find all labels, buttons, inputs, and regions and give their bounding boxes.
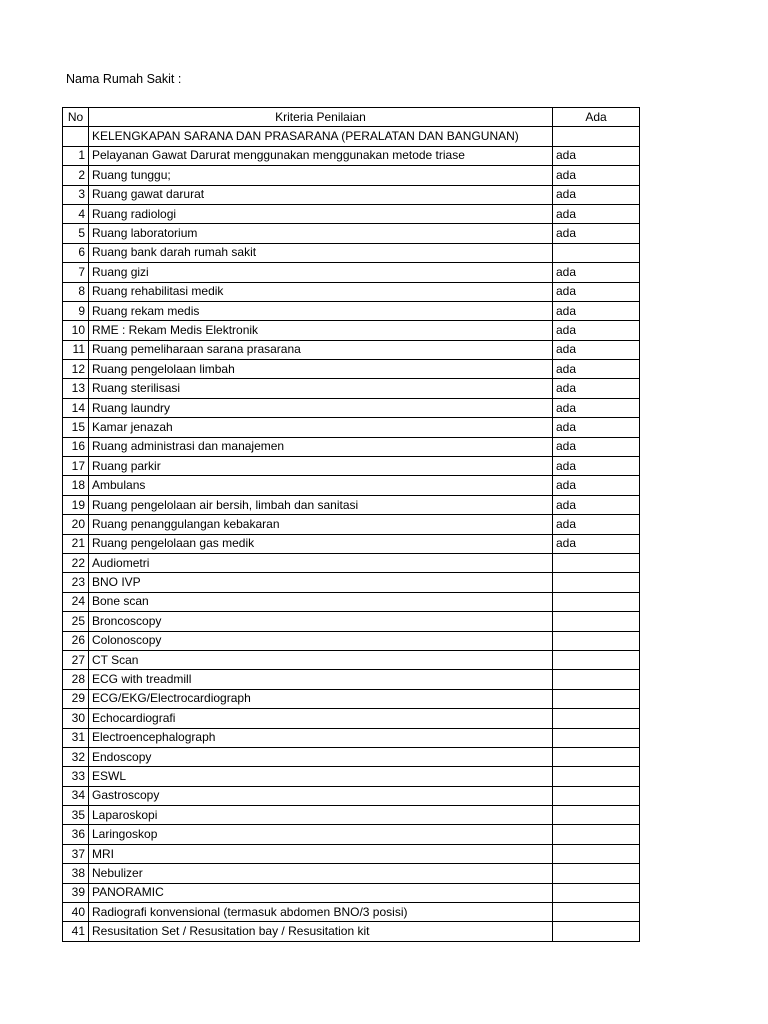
- row-number: 23: [63, 573, 89, 592]
- table-row: [63, 495, 640, 514]
- table-row: [63, 786, 640, 805]
- row-criteria: Ruang sterilisasi: [89, 379, 553, 398]
- row-number: 31: [63, 728, 89, 747]
- table-row: [63, 437, 640, 456]
- table-row: [63, 146, 640, 165]
- row-ada-status: [553, 767, 640, 786]
- table-row: [63, 204, 640, 223]
- row-number: 15: [63, 418, 89, 437]
- row-criteria: Ruang pemeliharaan sarana prasarana: [89, 340, 553, 359]
- table-row: [63, 224, 640, 243]
- row-ada-status: [553, 728, 640, 747]
- row-criteria: Ruang pengelolaan gas medik: [89, 534, 553, 553]
- table-row: [63, 282, 640, 301]
- table-row: [63, 689, 640, 708]
- section-title: KELENGKAPAN SARANA DAN PRASARANA (PERALATAN DAN BANGUNAN): [89, 127, 553, 146]
- row-criteria: RME : Rekam Medis Elektronik: [89, 321, 553, 340]
- table-row: [63, 476, 640, 495]
- row-criteria: Radiografi konvensional (termasuk abdomen BNO/3 posisi): [89, 903, 553, 922]
- row-ada-status: ada: [553, 495, 640, 514]
- row-ada-status: [553, 883, 640, 902]
- row-criteria: Ruang bank darah rumah sakit: [89, 243, 553, 262]
- row-number: 17: [63, 457, 89, 476]
- row-criteria: Ruang gawat darurat: [89, 185, 553, 204]
- row-ada-status: ada: [553, 224, 640, 243]
- row-ada-status: [553, 825, 640, 844]
- table-row: [63, 728, 640, 747]
- row-ada-status: [553, 592, 640, 611]
- row-number: 11: [63, 340, 89, 359]
- row-criteria: Ruang penanggulangan kebakaran: [89, 515, 553, 534]
- row-number: 1: [63, 146, 89, 165]
- section-title-row: [63, 127, 640, 146]
- row-number: 9: [63, 301, 89, 320]
- row-criteria: Ruang radiologi: [89, 204, 553, 223]
- row-ada-status: [553, 670, 640, 689]
- table-row: [63, 825, 640, 844]
- section-ada-cell: [553, 127, 640, 146]
- row-number: 14: [63, 398, 89, 417]
- table-row: [63, 379, 640, 398]
- row-ada-status: ada: [553, 515, 640, 534]
- row-number: 8: [63, 282, 89, 301]
- row-ada-status: ada: [553, 321, 640, 340]
- header-no: No: [63, 108, 89, 127]
- table-row: [63, 864, 640, 883]
- row-number: 28: [63, 670, 89, 689]
- row-criteria: Echocardiografi: [89, 709, 553, 728]
- table-row: [63, 844, 640, 863]
- row-ada-status: [553, 709, 640, 728]
- row-criteria: Laringoskop: [89, 825, 553, 844]
- row-criteria: MRI: [89, 844, 553, 863]
- table-row: [63, 185, 640, 204]
- row-number: 12: [63, 360, 89, 379]
- row-number: 27: [63, 650, 89, 669]
- row-number: 18: [63, 476, 89, 495]
- table-row: [63, 631, 640, 650]
- table-row: [63, 573, 640, 592]
- section-no-cell: [63, 127, 89, 146]
- table-row: [63, 922, 640, 941]
- row-number: 29: [63, 689, 89, 708]
- row-ada-status: ada: [553, 379, 640, 398]
- row-number: 7: [63, 263, 89, 282]
- row-number: 36: [63, 825, 89, 844]
- row-criteria: Kamar jenazah: [89, 418, 553, 437]
- row-ada-status: [553, 864, 640, 883]
- row-criteria: Ruang administrasi dan manajemen: [89, 437, 553, 456]
- row-ada-status: [553, 573, 640, 592]
- table-row: [63, 709, 640, 728]
- table-row: [63, 650, 640, 669]
- row-number: 26: [63, 631, 89, 650]
- row-number: 34: [63, 786, 89, 805]
- table-row: [63, 515, 640, 534]
- row-ada-status: ada: [553, 418, 640, 437]
- table-row: [63, 670, 640, 689]
- table-row: [63, 747, 640, 766]
- row-criteria: Ruang pengelolaan air bersih, limbah dan sanitasi: [89, 495, 553, 514]
- row-ada-status: [553, 650, 640, 669]
- table-row: [63, 263, 640, 282]
- row-number: 21: [63, 534, 89, 553]
- row-number: 30: [63, 709, 89, 728]
- row-criteria: Electroencephalograph: [89, 728, 553, 747]
- header-ada: Ada: [553, 108, 640, 127]
- row-criteria: Ruang gizi: [89, 263, 553, 282]
- row-criteria: Pelayanan Gawat Darurat menggunakan menggunakan metode triase: [89, 146, 553, 165]
- table-row: [63, 166, 640, 185]
- row-ada-status: [553, 786, 640, 805]
- row-ada-status: ada: [553, 340, 640, 359]
- row-number: 37: [63, 844, 89, 863]
- table-row: [63, 243, 640, 262]
- row-number: 33: [63, 767, 89, 786]
- row-ada-status: ada: [553, 185, 640, 204]
- row-criteria: BNO IVP: [89, 573, 553, 592]
- row-number: 6: [63, 243, 89, 262]
- table-row: [63, 767, 640, 786]
- row-ada-status: [553, 631, 640, 650]
- table-row: [63, 340, 640, 359]
- row-criteria: Ruang tunggu;: [89, 166, 553, 185]
- row-criteria: Broncoscopy: [89, 612, 553, 631]
- row-number: 41: [63, 922, 89, 941]
- row-ada-status: [553, 689, 640, 708]
- row-criteria: Ruang rehabilitasi medik: [89, 282, 553, 301]
- row-ada-status: [553, 747, 640, 766]
- row-criteria: ECG/EKG/Electrocardiograph: [89, 689, 553, 708]
- row-criteria: Nebulizer: [89, 864, 553, 883]
- row-criteria: Bone scan: [89, 592, 553, 611]
- table-row: [63, 301, 640, 320]
- row-ada-status: ada: [553, 476, 640, 495]
- row-ada-status: [553, 903, 640, 922]
- row-criteria: ESWL: [89, 767, 553, 786]
- row-criteria: Resusitation Set / Resusitation bay / Resusitation kit: [89, 922, 553, 941]
- criteria-table: [62, 107, 640, 942]
- row-number: 13: [63, 379, 89, 398]
- row-ada-status: ada: [553, 437, 640, 456]
- row-criteria: Audiometri: [89, 553, 553, 572]
- row-criteria: Ruang parkir: [89, 457, 553, 476]
- row-number: 35: [63, 806, 89, 825]
- row-criteria: ECG with treadmill: [89, 670, 553, 689]
- table-row: [63, 398, 640, 417]
- row-ada-status: ada: [553, 166, 640, 185]
- table-row: [63, 457, 640, 476]
- table-row: [63, 534, 640, 553]
- row-number: 25: [63, 612, 89, 631]
- row-ada-status: [553, 806, 640, 825]
- row-number: 2: [63, 166, 89, 185]
- row-criteria: Ruang laundry: [89, 398, 553, 417]
- row-criteria: Laparoskopi: [89, 806, 553, 825]
- row-ada-status: [553, 844, 640, 863]
- row-ada-status: [553, 612, 640, 631]
- table-header-row: [63, 108, 640, 127]
- table-row: [63, 360, 640, 379]
- row-number: 32: [63, 747, 89, 766]
- row-criteria: Colonoscopy: [89, 631, 553, 650]
- hospital-name-label: Nama Rumah Sakit :: [66, 72, 182, 86]
- row-criteria: Ruang pengelolaan limbah: [89, 360, 553, 379]
- row-ada-status: [553, 243, 640, 262]
- table-body: [63, 127, 640, 941]
- row-number: 38: [63, 864, 89, 883]
- row-number: 20: [63, 515, 89, 534]
- row-ada-status: ada: [553, 301, 640, 320]
- row-criteria: Ruang rekam medis: [89, 301, 553, 320]
- row-criteria: PANORAMIC: [89, 883, 553, 902]
- row-criteria: Gastroscopy: [89, 786, 553, 805]
- row-number: 19: [63, 495, 89, 514]
- row-number: 22: [63, 553, 89, 572]
- row-number: 39: [63, 883, 89, 902]
- row-ada-status: [553, 922, 640, 941]
- row-ada-status: [553, 553, 640, 572]
- row-ada-status: ada: [553, 360, 640, 379]
- table-row: [63, 553, 640, 572]
- table-row: [63, 903, 640, 922]
- row-criteria: Ruang laboratorium: [89, 224, 553, 243]
- row-number: 3: [63, 185, 89, 204]
- row-ada-status: ada: [553, 457, 640, 476]
- table-row: [63, 418, 640, 437]
- table-row: [63, 612, 640, 631]
- header-criteria: Kriteria Penilaian: [89, 108, 553, 127]
- row-ada-status: ada: [553, 204, 640, 223]
- row-number: 40: [63, 903, 89, 922]
- table-row: [63, 806, 640, 825]
- row-ada-status: ada: [553, 534, 640, 553]
- row-criteria: CT Scan: [89, 650, 553, 669]
- row-number: 24: [63, 592, 89, 611]
- row-ada-status: ada: [553, 146, 640, 165]
- row-number: 16: [63, 437, 89, 456]
- row-criteria: Ambulans: [89, 476, 553, 495]
- row-ada-status: ada: [553, 398, 640, 417]
- row-ada-status: ada: [553, 282, 640, 301]
- row-ada-status: ada: [553, 263, 640, 282]
- row-number: 4: [63, 204, 89, 223]
- row-criteria: Endoscopy: [89, 747, 553, 766]
- row-number: 5: [63, 224, 89, 243]
- table-row: [63, 592, 640, 611]
- table-row: [63, 883, 640, 902]
- table-row: [63, 321, 640, 340]
- row-number: 10: [63, 321, 89, 340]
